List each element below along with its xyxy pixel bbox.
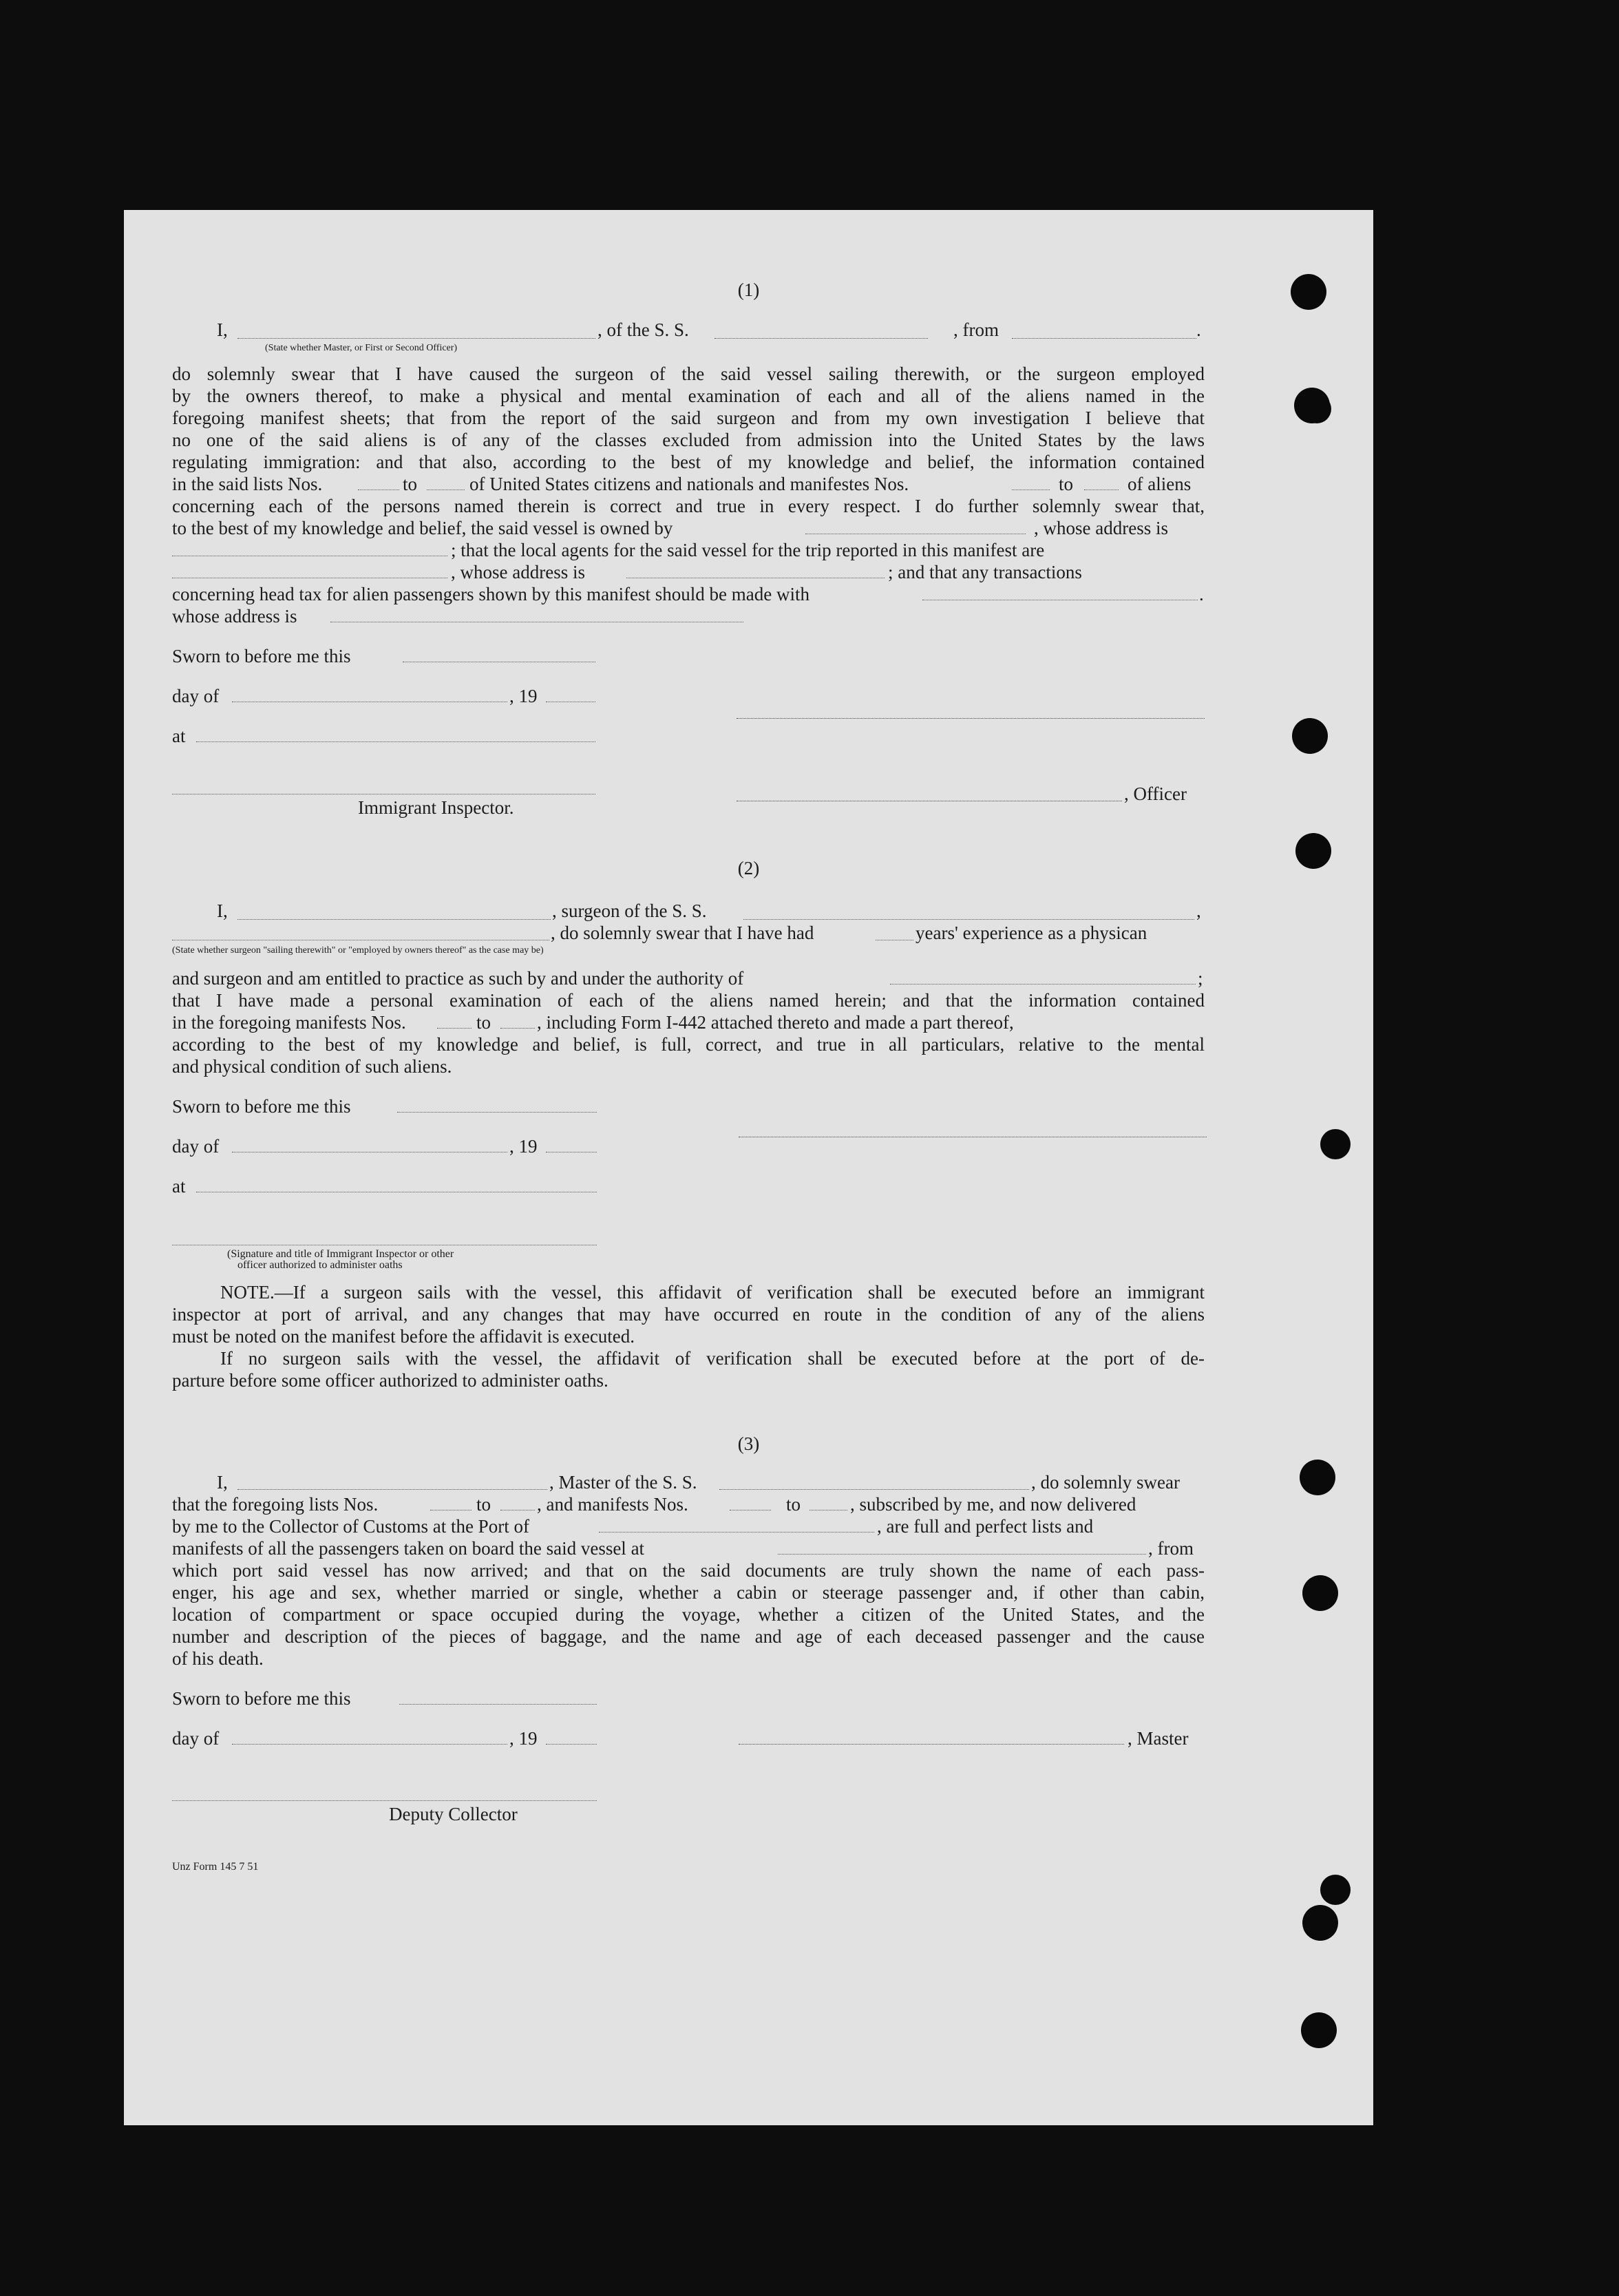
punch-hole	[1301, 2012, 1337, 2048]
s2-r1-end: ,	[1196, 901, 1201, 921]
s3-dayof-label: day of	[172, 1728, 220, 1749]
s1-lists-label: in the said lists Nos.	[172, 474, 323, 494]
s2-ship-field	[743, 919, 1194, 920]
s1-officer-field	[237, 338, 595, 339]
punch-hole	[1320, 1129, 1351, 1159]
s3-year-label: , 19	[509, 1728, 538, 1749]
s3-line-4: which port said vessel has now arrived; and that on the said documents are truly shown the name of each pass-	[172, 1560, 1205, 1581]
s1-agents-address-label: , whose address is	[451, 562, 585, 582]
s1-lists-to: to	[403, 474, 418, 494]
s2-manifests-to: to	[476, 1012, 491, 1033]
s2-note-2: inspector at port of arrival, and any changes that may have occurred en route in the condition of any of the aliens	[172, 1304, 1205, 1325]
s3-manifests-label: , and manifests Nos.	[537, 1494, 688, 1515]
s2-note-5: parture before some officer authorized to administer oaths.	[172, 1370, 609, 1391]
s3-lists-to: to	[476, 1494, 491, 1515]
s1-officer-label: , Officer	[1124, 783, 1187, 804]
punch-hole	[1302, 1575, 1338, 1611]
s3-ship-field	[719, 1489, 1029, 1490]
s1-manifests-from-field	[1012, 489, 1050, 490]
section-1-number: (1)	[737, 280, 760, 300]
s2-surgeon-name-field	[237, 919, 551, 920]
s3-year-field	[546, 1744, 597, 1745]
s1-dayof-label: day of	[172, 686, 220, 706]
s2-sworn-field	[397, 1112, 597, 1113]
s1-whose-address: whose address is	[172, 606, 297, 626]
s1-line-5: regulating immigration: and that also, according to the best of my knowledge and belief, the information contained	[172, 452, 1205, 472]
s1-head-tax-end: .	[1199, 584, 1204, 604]
form-number: Unz Form 145 7 51	[172, 1861, 259, 1873]
s1-from-field	[1012, 338, 1196, 339]
section-2-number: (2)	[737, 858, 760, 878]
s2-line-2: that I have made a personal examination of each of the aliens named herein; and that the information contained	[172, 990, 1205, 1011]
s1-line-4: no one of the said aliens is of any of the classes excluded from admission into the United States by the laws	[172, 430, 1205, 450]
s3-sworn-label: Sworn to before me this	[172, 1688, 351, 1709]
s3-manifests-to: to	[786, 1494, 801, 1515]
s1-line-2: by the owners thereof, to make a physical and mental examination of each and all of the aliens named in the	[172, 386, 1205, 406]
s3-line-8: of his death.	[172, 1648, 264, 1669]
s1-line-7: concerning each of the persons named therein is correct and true in every respect. I do further solemnly swear that,	[172, 496, 1205, 516]
s1-manifests-to-field	[1084, 489, 1119, 490]
punch-hole	[1300, 1460, 1335, 1495]
s3-line-6: location of compartment or space occupied during the voyage, whether a citizen of the United States, and the	[172, 1604, 1205, 1625]
s2-line-5: and physical condition of such aliens.	[172, 1056, 452, 1077]
s1-line-3: foregoing manifest sheets; that from the report of the said surgeon and from my own investigation I believe that	[172, 408, 1205, 428]
s3-port-field	[599, 1532, 874, 1533]
s3-subscribed: , subscribed by me, and now delivered	[850, 1494, 1136, 1515]
s1-officer-signature	[737, 718, 1205, 719]
s3-perfect-lists: , are full and perfect lists and	[877, 1516, 1094, 1537]
s2-sig-caption-1: (Signature and title of Immigrant Inspector or other	[227, 1248, 454, 1260]
s1-line-1: do solemnly swear that I have caused the surgeon of the said vessel sailing therewith, or the surgeon employed	[172, 364, 1205, 384]
s1-i-label: I,	[217, 319, 228, 340]
s2-line-4: according to the best of my knowledge and belief, is full, correct, and true in all particulars, relative to the mental	[172, 1034, 1205, 1055]
s2-manifests-from-field	[437, 1028, 472, 1029]
s3-master-of-ss: , Master of the S. S.	[549, 1472, 697, 1493]
s3-line-5: enger, his age and sex, whether married or single, whether a cabin or steerage passenger and, if other than cabin,	[172, 1582, 1205, 1603]
s2-authority-label: and surgeon and am entitled to practice as such by and under the authority of	[172, 968, 744, 989]
s1-from-end: .	[1196, 319, 1201, 340]
punch-hole	[1292, 718, 1328, 754]
s2-dayof-label: day of	[172, 1136, 220, 1157]
s3-collector-signature	[172, 1800, 597, 1801]
s2-at-label: at	[172, 1176, 186, 1197]
s3-line-7: number and description of the pieces of baggage, and the name and age of each deceased passenger and the cause	[172, 1626, 1205, 1647]
s2-manifests-label: in the foregoing manifests Nos.	[172, 1012, 406, 1033]
s2-sworn-label: Sworn to before me this	[172, 1096, 351, 1117]
s2-note-4: If no surgeon sails with the vessel, the affidavit of verification shall be executed before at the port of de-	[220, 1348, 1205, 1369]
s3-master-signature	[739, 1744, 1124, 1745]
s3-day-field	[232, 1744, 507, 1745]
section-3-number: (3)	[737, 1433, 760, 1454]
s3-lists-label: that the foregoing lists Nos.	[172, 1494, 379, 1515]
s3-solemnly-swear: , do solemnly swear	[1031, 1472, 1180, 1493]
s3-master-label: , Master	[1128, 1728, 1189, 1749]
s1-of-ss-label: , of the S. S.	[597, 319, 689, 340]
punch-hole	[1302, 394, 1331, 423]
s3-master-name-field	[237, 1489, 547, 1490]
s2-note-3: must be noted on the manifest before the affidavit is executed.	[172, 1326, 635, 1347]
s1-lists-to-field	[427, 489, 465, 490]
s1-owned-by: to the best of my knowledge and belief, the said vessel is owned by	[172, 518, 673, 538]
s1-from-label: , from	[953, 319, 999, 340]
s1-lists-from-field	[358, 489, 399, 490]
s2-note-1: NOTE.—If a surgeon sails with the vessel, this affidavit of verification shall be executed before an immigrant	[220, 1282, 1205, 1303]
s2-i-label: I,	[217, 901, 228, 921]
s2-authority-end: ;	[1198, 968, 1203, 989]
s3-departure-port-field	[778, 1554, 1146, 1555]
s2-experience-label: years' experience as a physican	[916, 923, 1147, 943]
s1-manifests-label: of United States citizens and nationals and manifestes Nos.	[469, 474, 909, 494]
s1-owner-address-label: , whose address is	[1034, 518, 1168, 538]
s1-of-aliens: of aliens	[1128, 474, 1192, 494]
s1-agents-label: ; that the local agents for the said vessel for the trip reported in this manifest are	[451, 540, 1045, 560]
s3-sworn-field	[399, 1704, 597, 1705]
s1-sworn-label: Sworn to before me this	[172, 646, 351, 666]
s2-manifests-to-field	[500, 1028, 535, 1029]
s2-surgeon-note: (State whether surgeon "sailing therewith" or "employed by owners thereof" as the case may be)	[172, 945, 544, 956]
s3-taken-label: manifests of all the passengers taken on board the said vessel at	[172, 1538, 645, 1559]
s1-ship-field	[715, 338, 928, 339]
punch-hole	[1302, 1905, 1338, 1941]
s3-collector-label: Deputy Collector	[389, 1804, 518, 1824]
s2-years-label: , do solemnly swear that I have had	[551, 923, 814, 943]
s2-form-i442: , including Form I-442 attached thereto and made a part thereof,	[537, 1012, 1014, 1033]
s1-officer-note: (State whether Master, or First or Second Officer)	[265, 343, 458, 353]
manifest-page	[124, 210, 1373, 2125]
s2-year-label: , 19	[509, 1136, 538, 1157]
s3-i-label: I,	[217, 1472, 228, 1493]
s1-year-label: , 19	[509, 686, 538, 706]
s3-port-label: by me to the Collector of Customs at the Port of	[172, 1516, 529, 1537]
s2-sig-caption-2: officer authorized to administer oaths	[237, 1259, 403, 1271]
s1-inspector-label: Immigrant Inspector.	[358, 797, 514, 818]
s2-surgeon-of-ss: , surgeon of the S. S.	[552, 901, 707, 921]
s1-head-tax-label: concerning head tax for alien passengers shown by this manifest should be made with	[172, 584, 810, 604]
punch-hole	[1320, 1875, 1351, 1905]
s1-at-field	[196, 741, 595, 742]
s3-from-label: , from	[1148, 1538, 1194, 1559]
s1-transactions-label: ; and that any transactions	[888, 562, 1082, 582]
s1-manifests-to: to	[1059, 474, 1074, 494]
s1-at-label: at	[172, 726, 186, 746]
